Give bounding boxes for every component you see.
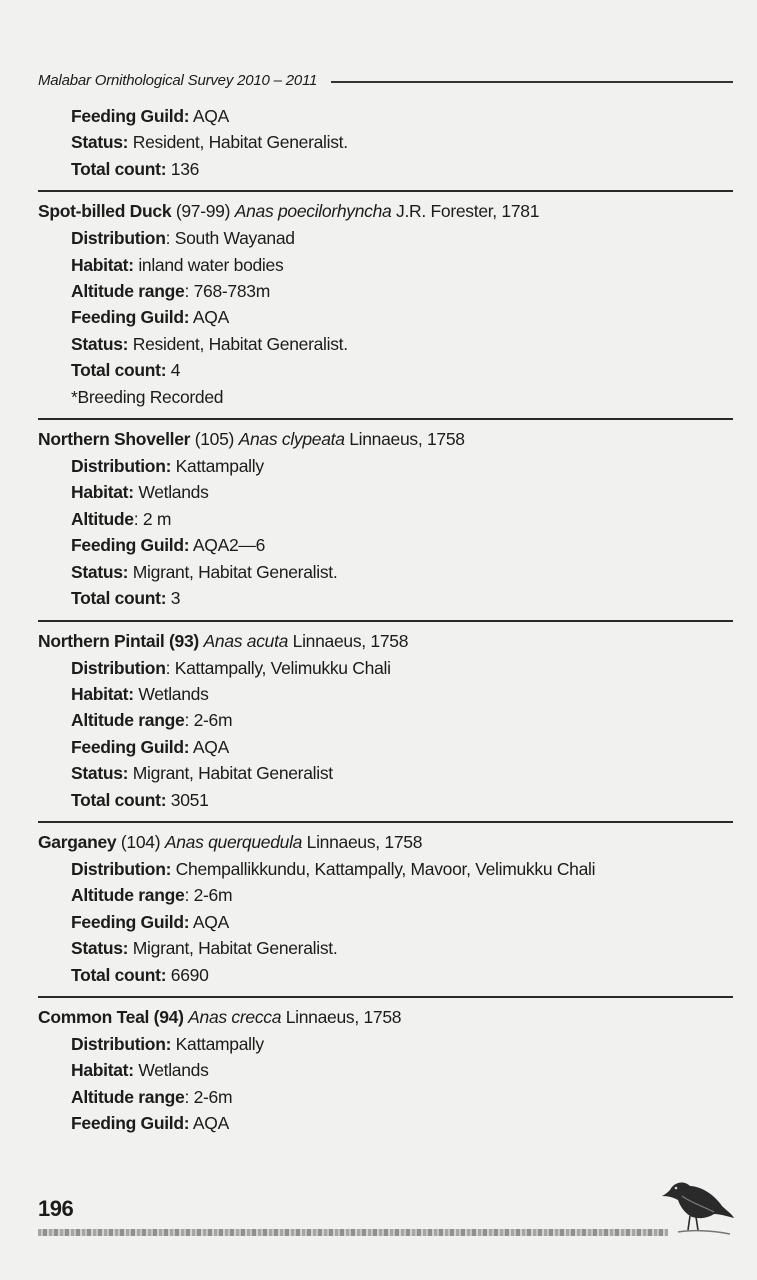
sci-name: Anas poecilorhyncha — [234, 201, 392, 222]
species-entry — [38, 103, 733, 182]
field-value: inland water bodies — [138, 254, 284, 275]
species-entry — [38, 821, 733, 988]
entry-divider — [38, 821, 733, 823]
field-label: Status: — [71, 561, 129, 582]
field-row — [38, 1057, 733, 1083]
field-value: 4 — [170, 360, 181, 381]
field-value: AQA — [192, 307, 229, 328]
field-value: Wetlands — [138, 683, 209, 704]
field-label: Feeding Guild: — [71, 911, 190, 932]
page-number: 196 — [38, 1196, 74, 1221]
field-label: Status: — [71, 333, 129, 354]
field-row — [38, 103, 733, 129]
field-value: 3051 — [170, 789, 209, 810]
common-name: Spot-billed Duck — [38, 201, 172, 222]
field-row — [38, 129, 733, 155]
field-label: Feeding Guild: — [71, 307, 190, 328]
field-row — [38, 882, 733, 908]
field-label: Feeding Guild: — [71, 1113, 190, 1134]
sci-name: Anas querquedula — [164, 831, 303, 852]
common-name: Northern Pintail (93) — [38, 630, 199, 651]
field-value: : Kattampally, Velimukku Chali — [165, 657, 391, 678]
field-row — [38, 707, 733, 733]
field-value: : 2 m — [133, 508, 172, 529]
species-entry — [38, 996, 733, 1137]
field-label: Altitude range — [71, 281, 185, 302]
species-entries — [38, 103, 733, 1137]
field-value: Resident, Habitat Generalist. — [132, 333, 348, 354]
field-label: Altitude range — [71, 885, 185, 906]
field-value: Chempallikkundu, Kattampally, Mavoor, Velimukku Chali — [175, 858, 596, 879]
field-value: AQA2—6 — [192, 535, 266, 556]
field-label: Status: — [71, 938, 129, 959]
bottom-decorative-bar — [38, 1229, 668, 1236]
field-label: Habitat: — [71, 683, 134, 704]
field-row — [38, 532, 733, 558]
species-heading — [38, 1004, 733, 1031]
header-title: Malabar Ornithological Survey 2010 – 2011 — [38, 71, 318, 89]
common-name: Garganey — [38, 831, 117, 852]
authority: Linnaeus, 1758 — [292, 630, 409, 651]
species-entry — [38, 418, 733, 611]
field-value: : 2-6m — [184, 1086, 233, 1107]
common-name: Northern Shoveller — [38, 429, 191, 450]
field-row — [38, 909, 733, 935]
field-value: 6690 — [170, 964, 209, 985]
species-entry — [38, 190, 733, 410]
entry-divider — [38, 620, 733, 622]
code: (105) — [194, 429, 235, 450]
field-value: Migrant, Habitat Generalist. — [132, 938, 338, 959]
field-label: Distribution — [71, 657, 166, 678]
bird-illustration-icon — [660, 1172, 735, 1238]
field-row — [38, 962, 733, 988]
field-value: 3 — [170, 588, 181, 609]
field-row — [38, 734, 733, 760]
entry-divider — [38, 190, 733, 192]
footer — [38, 1196, 73, 1222]
code: (104) — [120, 831, 161, 852]
field-row — [38, 331, 733, 357]
field-value: : 768-783m — [184, 281, 270, 302]
field-row — [38, 856, 733, 882]
authority: Linnaeus, 1758 — [349, 429, 465, 450]
field-value: AQA — [192, 1113, 229, 1134]
field-row — [38, 585, 733, 611]
field-row — [38, 760, 733, 786]
entry-divider — [38, 418, 733, 420]
field-row — [38, 559, 733, 585]
field-row — [38, 453, 733, 479]
field-row — [38, 156, 733, 182]
field-row — [38, 1084, 733, 1110]
field-label: Habitat: — [71, 482, 134, 503]
running-header — [38, 68, 733, 92]
field-row — [38, 506, 733, 532]
field-value: : 2-6m — [184, 710, 233, 731]
entry-divider — [38, 996, 733, 998]
field-label: Feeding Guild: — [71, 535, 190, 556]
field-value: 136 — [170, 158, 200, 179]
authority: Linnaeus, 1758 — [285, 1006, 402, 1027]
field-row — [38, 655, 733, 681]
field-value: Migrant, Habitat Generalist. — [132, 561, 338, 582]
field-row — [38, 252, 733, 278]
code: (97-99) — [175, 201, 231, 222]
field-row — [38, 278, 733, 304]
field-value: Wetlands — [138, 482, 209, 503]
field-label: Total count: — [71, 789, 167, 810]
field-label: Total count: — [71, 158, 167, 179]
field-value: Resident, Habitat Generalist. — [132, 132, 348, 153]
species-heading — [38, 426, 733, 453]
sci-name: Anas crecca — [188, 1006, 282, 1027]
field-label: Total count: — [71, 360, 167, 381]
field-row — [38, 935, 733, 961]
field-label: Distribution: — [71, 858, 172, 879]
field-row — [38, 357, 733, 383]
entry-note: *Breeding Recorded — [71, 386, 224, 407]
field-value: AQA — [192, 911, 229, 932]
field-value: Migrant, Habitat Generalist — [132, 763, 333, 784]
authority: J.R. Forester, 1781 — [396, 201, 540, 222]
species-heading — [38, 628, 733, 655]
field-label: Feeding Guild: — [71, 106, 190, 126]
species-heading — [38, 198, 733, 225]
field-label: Altitude range — [71, 710, 185, 731]
field-label: Habitat: — [71, 1060, 134, 1081]
field-value: AQA — [192, 106, 229, 126]
field-row — [38, 787, 733, 813]
field-label: Total count: — [71, 588, 167, 609]
field-value: : South Wayanad — [165, 228, 295, 249]
field-label: Status: — [71, 132, 129, 153]
common-name: Common Teal (94) — [38, 1006, 184, 1027]
sci-name: Anas acuta — [203, 630, 289, 651]
field-label: Total count: — [71, 964, 167, 985]
authority: Linnaeus, 1758 — [306, 831, 423, 852]
field-label: Habitat: — [71, 254, 134, 275]
field-row — [38, 1031, 733, 1057]
field-row — [38, 225, 733, 251]
header-rule — [331, 81, 733, 83]
species-entry — [38, 620, 733, 813]
field-label: Distribution: — [71, 456, 172, 477]
field-row — [38, 479, 733, 505]
field-label: Altitude — [71, 508, 134, 529]
field-row — [38, 681, 733, 707]
field-label: Altitude range — [71, 1086, 185, 1107]
species-heading — [38, 829, 733, 856]
field-value: : 2-6m — [184, 885, 233, 906]
field-label: Status: — [71, 763, 129, 784]
field-value: Kattampally — [175, 1033, 264, 1054]
field-value: Kattampally — [175, 456, 264, 477]
field-label: Feeding Guild: — [71, 736, 190, 757]
field-value: AQA — [192, 736, 229, 757]
field-label: Distribution: — [71, 1033, 172, 1054]
field-row — [38, 1110, 733, 1136]
field-label: Distribution — [71, 228, 166, 249]
sci-name: Anas clypeata — [238, 429, 345, 450]
field-row — [38, 304, 733, 330]
field-value: Wetlands — [138, 1060, 209, 1081]
